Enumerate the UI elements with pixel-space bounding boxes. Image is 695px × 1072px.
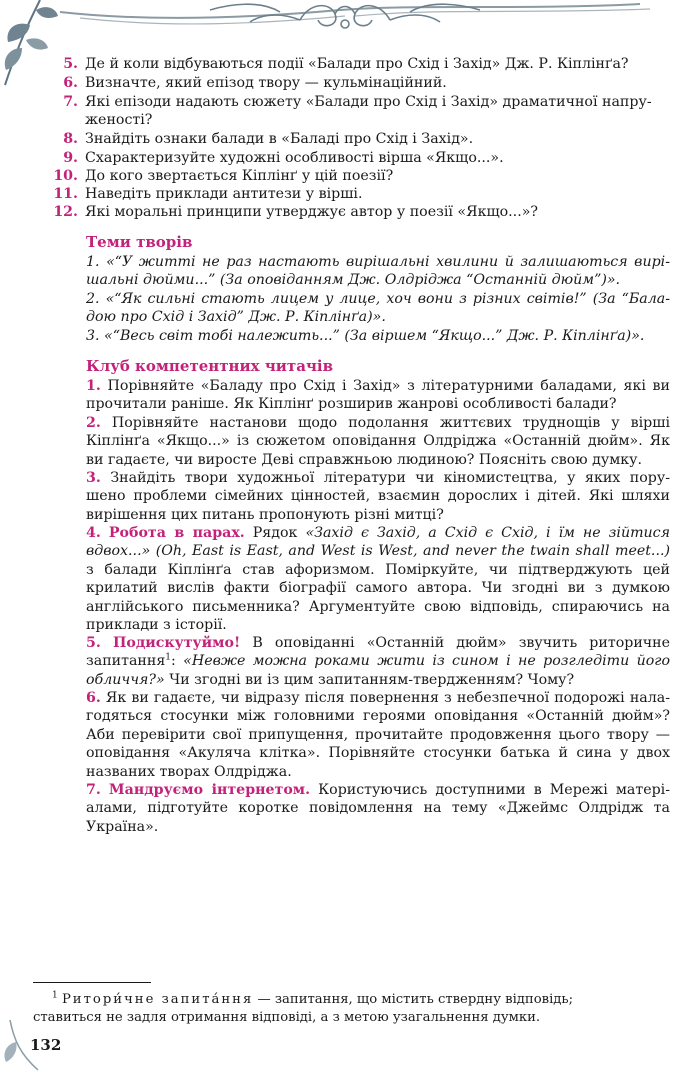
item-text: запитання: [86, 653, 166, 669]
item-text: :: [171, 653, 176, 669]
question-text: Де й коли відбуваються події «Балади про Схід і Захід» Дж. Р. Кіплінґа?: [85, 56, 629, 72]
question-text: Визначте, який епізод твору — кульмінаційний.: [85, 75, 447, 91]
theme-line: 1. «“У житті не раз настають вирішальні хвилини й залишаються вирі-: [86, 254, 670, 270]
footnote-line: ставиться не задля отримання відповіді, а з метою узагальнення думки.: [33, 1010, 541, 1025]
item-text-italic: «Невже можна роками жити із сином і не розгледіти його: [183, 653, 670, 669]
question-number: 5.: [63, 56, 78, 72]
footnote-mark: 1: [52, 990, 58, 1001]
club-item-7: [86, 781, 670, 799]
floral-header-ornament: [0, 0, 695, 50]
item-number: 6.: [86, 690, 101, 706]
question-number: 6.: [63, 75, 78, 91]
club-item-6-line: оповідання «Акуляча клітка». Порівняйте стосунки батька й сина у двох: [86, 745, 670, 761]
item-text: Порівняйте настанови щодо подолання життєвих труднощів у вірші: [111, 415, 670, 431]
item-text: Знайдіть твори художньої літератури чи кіномистецтва, у яких пору-: [110, 470, 670, 486]
item-text: В оповіданні «Останній дюйм» звучить риторичне: [252, 635, 670, 651]
club-item-5: [86, 634, 670, 652]
item-number: 4.: [86, 525, 101, 541]
club-item-4: [86, 524, 670, 542]
item-number: 7.: [86, 782, 101, 798]
item-number: 1.: [86, 378, 101, 394]
item-text: Як ви гадаєте, чи відразу після повернення з небезпечної подорожі нала-: [105, 690, 670, 706]
item-label: Подискутуймо!: [112, 635, 241, 651]
question-text: До кого звертається Кіплінґ у цій поезії?: [85, 168, 394, 184]
club-item-5-line: [86, 652, 670, 670]
club-item-4-line: вдвох...» (Oh, East is East, and West is West, and never the twain shall meet...): [86, 543, 670, 559]
item-number: 3.: [86, 470, 101, 486]
footnote-ref: 1: [165, 652, 172, 663]
question-text: Які моральні принципи утверджує автор у поезії «Якщо...»?: [85, 204, 538, 220]
page-number: 132: [30, 1036, 62, 1054]
themes-heading: Теми творів: [86, 233, 193, 251]
club-item-7-line: алами, підготуйте коротке повідомлення на тему «Джеймс Олдрідж та: [86, 800, 670, 816]
item-text: Користуючись доступними в Мережі матері-: [318, 782, 670, 798]
item-number: 5.: [86, 635, 101, 651]
club-item-4-line: англійського письменника? Аргументуйте свою відповідь, спираючись на: [86, 599, 670, 615]
club-item-6-line: Аби перевірити свої припущення, прочитайте продовження цього твору —: [86, 727, 670, 743]
footnote-text: запитання, що містить ствердну відповідь;: [274, 992, 574, 1007]
club-item-3-line: шено проблеми сімейних цінностей, взаємин дорослих і дітей. Які шляхи: [86, 488, 670, 504]
theme-line: 3. «“Весь світ тобі належить...” (За віршем “Якщо...” Дж. Р. Кіплінґа)».: [86, 328, 645, 344]
item-text: Порівняйте «Баладу про Схід і Захід» з літературними баладами, які ви: [107, 378, 670, 394]
club-item-2-line: ви гадаєте, чи виросте Деві справжньою людиною? Поясніть свою думку.: [86, 452, 642, 468]
club-item-2: [86, 414, 670, 432]
club-item-6-line: названих творах Олдріджа.: [86, 764, 292, 780]
club-item-2-line: Кіплінґа «Якщо...» із сюжетом оповідання Олдріджа «Останній дюйм». Як: [86, 433, 670, 449]
footnote-term: Ритори́чне запита́ння: [61, 992, 254, 1007]
footnote-divider: [33, 982, 151, 983]
question-text: Наведіть приклади антитези у вірші.: [85, 186, 363, 202]
club-item-7-line: Україна».: [86, 819, 159, 835]
question-number: 11.: [53, 186, 78, 202]
footnote: [52, 991, 673, 1008]
theme-line: 2. «“Як сильні стають лицем у лице, хоч вони з різних світів!” (За “Бала-: [86, 291, 670, 307]
question-text: Знайдіть ознаки балади в «Баладі про Схід і Захід».: [85, 131, 474, 147]
theme-line: шальні дюйми...” (За оповіданням Дж. Олдріджа “Останній дюйм”)».: [86, 272, 621, 288]
question-number: 12.: [53, 204, 78, 220]
item-number: 2.: [86, 415, 101, 431]
footnote-dash: —: [257, 992, 271, 1007]
club-heading: Клуб компетентних читачів: [86, 357, 334, 375]
club-item-3-line: вирішення цих питань пропонують різні митці?: [86, 507, 444, 523]
question-number: 7.: [63, 94, 78, 110]
club-item-1: [86, 377, 670, 395]
club-item-4-line: крилатий вислів факти біографії самого автора. Чи згодні ви з думкою: [86, 580, 670, 596]
club-item-6: [86, 689, 670, 707]
theme-line: дою про Схід і Захід” Дж. Р. Кіплінґа)».: [86, 309, 386, 325]
question-number: 8.: [63, 131, 78, 147]
item-text-italic: обличчя?»: [86, 672, 165, 688]
club-item-6-line: годяться стосунки між головними героями оповідання «Останній дюйм»?: [86, 708, 670, 724]
item-label: Робота в парах.: [108, 525, 245, 541]
club-item-4-line: з балади Кіплінґа став афоризмом. Поміркуйте, чи підтверджують цей: [86, 562, 670, 578]
question-text: Схарактеризуйте художні особливості вірша «Якщо...».: [85, 150, 504, 166]
item-text: Чи згодні ви із цим запитанням-твердженням? Чому?: [169, 672, 575, 688]
question-text-continued: женості?: [85, 112, 153, 128]
club-item-5-line: [86, 671, 670, 689]
question-text: Які епізоди надають сюжету «Балади про Схід і Захід» драматичної напру-: [85, 94, 652, 110]
club-item-4-line: приклади з історії.: [86, 617, 227, 633]
item-text: Рядок: [252, 525, 298, 541]
club-item-3: [86, 469, 670, 487]
question-number: 9.: [63, 150, 78, 166]
club-item-1-line: прочитали раніше. Як Кіплінґ розширив жанрові особливості балади?: [86, 396, 617, 412]
item-text-italic: «Захід є Захід, а Схід є Схід, і їм не зійтися: [305, 525, 670, 541]
item-label: Мандруємо інтернетом.: [108, 782, 311, 798]
question-number: 10.: [53, 168, 78, 184]
